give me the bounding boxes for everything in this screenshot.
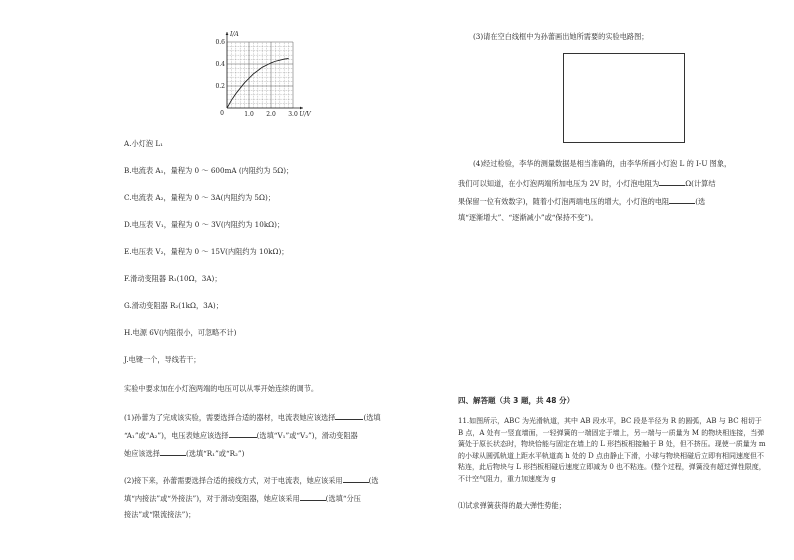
item-h: H.电源 6V(内阻很小，可忽略不计) bbox=[124, 328, 237, 337]
item-f: F.滑动变阻器 R₁(10Ω，3A)； bbox=[124, 274, 222, 283]
chart-axes bbox=[226, 32, 303, 109]
question-4-line-4: 填“逐渐增大”、“逐渐减小”或“保持不变”)。 bbox=[458, 213, 598, 222]
x-axis-arrow-icon bbox=[300, 107, 303, 110]
y-tick-label: 0.4 bbox=[215, 61, 225, 68]
question-4-line-1: (4)经过检验，李华的测量数据是相当准确的，由李华所画小灯泡 L 的 I-U 图象， bbox=[473, 159, 732, 168]
circuit-drawing-box[interactable] bbox=[563, 53, 685, 143]
intro-text: 实验中要求加在小灯泡两端的电压可以从零开始连续的调节。 bbox=[124, 384, 319, 393]
item-d: D.电压表 V₁，量程为 0 ～ 3V(内阻约为 10kΩ)； bbox=[124, 220, 285, 229]
y-tick-label: 0.6 bbox=[215, 39, 225, 46]
iu-chart bbox=[205, 26, 317, 126]
problem-11: 11.如图所示，ABC 为光滑轨道，其中 AB 段水平，BC 段是半径为 R 的圆弧，AB 与 BC 相切于 B 点，A 处有一竖直墙面，一轻弹簧的一端固定于墙上，另一端与一质量为 M 的物块相连接，当弹簧处于原长状态时，物块恰能与固定在墙上的 L 形挡板相接触于 B 处，但不挤压。现使一质量为 m 的小球从圆弧轨道上距水平轨道高 h 处的 D 点由静止下滑，小球与物块相碰后立即有相同速度但不粘连，此后物块与 L 形挡板相碰后速度立即减为 0 也不粘连。(整个过程，弹簧没有超过弹性限度，不计空气阻力，重力加速度为 g bbox=[458, 417, 766, 483]
item-g: G.滑动变阻器 R₂(1kΩ，3A)； bbox=[124, 301, 223, 310]
answer-blank-ammeter[interactable] bbox=[335, 411, 363, 420]
q2-text-c: 填“内接法”或“外接法”)，对于滑动变阻器，她应该采用 bbox=[124, 494, 300, 503]
item-b: B.电流表 A₁，量程为 0 ～ 600mA (内阻约为 5Ω)； bbox=[124, 166, 294, 175]
q1-text-f: (选填“R₁”或“R₂”) bbox=[185, 449, 245, 458]
x-tick-label: 3.0 bbox=[288, 111, 298, 118]
y-axis-label: I/A bbox=[230, 31, 239, 38]
x-tick-label: 1.0 bbox=[244, 111, 254, 118]
question-2-line-3 bbox=[124, 510, 195, 520]
question-1-line-2 bbox=[124, 429, 358, 441]
q2-text-e: 接法”或“限流接法”)； bbox=[124, 510, 196, 519]
q1-text-d: (选填“V₁”或“V₂”)，滑动变阻器 bbox=[256, 431, 358, 440]
answer-blank-ammeter-connection[interactable] bbox=[343, 474, 369, 483]
answer-blank-voltmeter[interactable] bbox=[229, 429, 257, 438]
q2-text-a: (2)接下来，孙蕾需要选择合适的接线方式，对于电流表，她应该采用 bbox=[124, 476, 343, 485]
problem-11-question-1: ⑴试求弹簧获得的最大弹性势能； bbox=[458, 501, 566, 510]
item-a: A.小灯泡 L₁ bbox=[124, 139, 163, 148]
q4-text-b: Ω(计算结 bbox=[685, 179, 716, 188]
question-2-line-2 bbox=[124, 492, 361, 504]
x-tick-label: 2.0 bbox=[266, 111, 276, 118]
q1-text-c: “A₁”或“A₂”)，电压表她应该选择 bbox=[124, 431, 229, 440]
question-2-line-1 bbox=[124, 474, 379, 486]
q1-text-a: (1)孙蕾为了完成该实验，需要选择合适的器材，电流表她应该选择 bbox=[124, 413, 336, 422]
chart-grid bbox=[227, 42, 293, 108]
item-e: E.电压表 V₂，量程为 0 ～ 15V(内阻约为 10kΩ)； bbox=[124, 247, 289, 256]
question-3: (3)请在空白线框中为孙蕾画出她所需要的实验电路图； bbox=[473, 32, 649, 41]
q4-text-d: (选 bbox=[695, 197, 706, 206]
section-title: 四、解答题（共 3 题，共 48 分） bbox=[458, 396, 575, 405]
origin-label: 0 bbox=[220, 110, 224, 117]
question-4-line-2 bbox=[458, 177, 716, 189]
question-4-line-3 bbox=[458, 195, 705, 207]
answer-blank-resistance-trend[interactable] bbox=[669, 195, 695, 204]
y-tick-label: 0.2 bbox=[215, 83, 225, 90]
answer-blank-rheostat[interactable] bbox=[160, 447, 186, 456]
q2-text-d: (选填“分压 bbox=[325, 494, 361, 503]
x-axis-label: U/V bbox=[299, 111, 311, 118]
answer-blank-resistance[interactable] bbox=[659, 177, 685, 186]
item-c: C.电流表 A₂，量程为 0 ～ 3A(内阻约为 5Ω)； bbox=[124, 193, 275, 202]
answer-blank-rheostat-connection[interactable] bbox=[300, 492, 326, 501]
chart-ticks bbox=[215, 31, 311, 118]
q4-text-a: 我们可以知道，在小灯泡两端所加电压为 2V 时，小灯泡电阻为 bbox=[458, 179, 660, 188]
question-1-line-1 bbox=[124, 411, 381, 423]
q1-text-e: 她应该选择 bbox=[124, 449, 160, 458]
q1-text-b: (选填 bbox=[363, 413, 381, 422]
y-axis-arrow-icon bbox=[226, 32, 229, 35]
q4-text-c: 果保留一位有效数字)，随着小灯泡两端电压的增大，小灯泡的电阻 bbox=[458, 197, 670, 206]
question-1-line-3 bbox=[124, 447, 244, 459]
q2-text-b: (选 bbox=[368, 476, 379, 485]
item-j: J.电键一个，导线若干； bbox=[124, 355, 201, 364]
